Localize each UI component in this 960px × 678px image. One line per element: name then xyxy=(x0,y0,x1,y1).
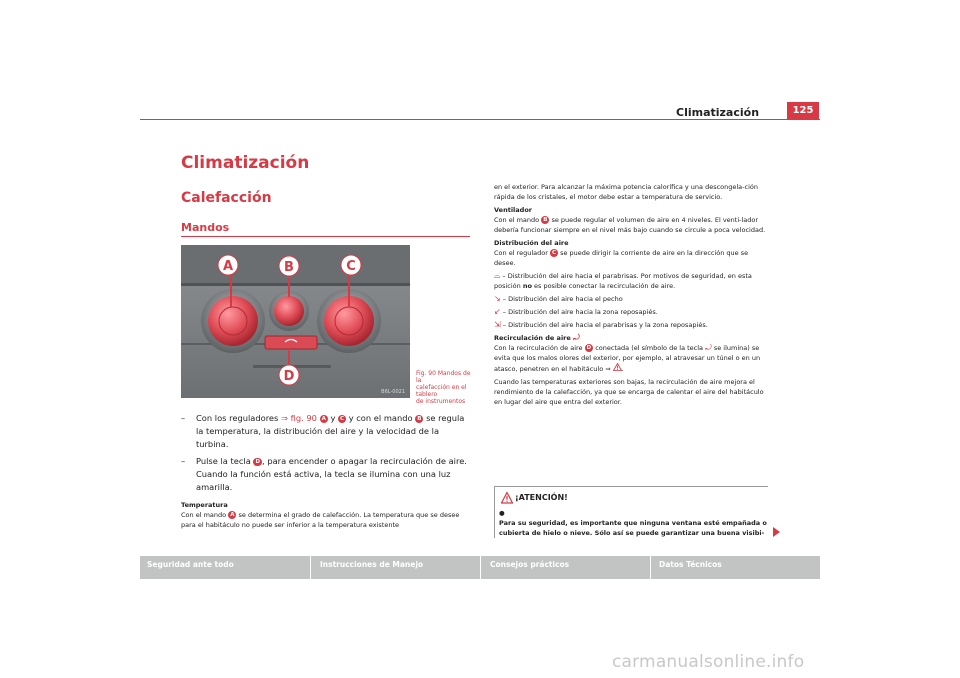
figure-caption xyxy=(416,370,476,405)
footer-separator xyxy=(650,556,651,579)
subsection-rule xyxy=(181,236,470,237)
caption-line: de instrumentos xyxy=(416,398,466,405)
footer-nav xyxy=(140,556,820,579)
mode-windscreen xyxy=(494,271,770,291)
text: Pulse la tecla xyxy=(196,456,254,466)
text: Para su seguridad, es importante que ninguna ventana esté empañada o cubierta de hielo o nieve. Sólo así se puede garantizar una buena visibi- xyxy=(499,519,767,537)
text-bold: no xyxy=(522,282,532,290)
recirculation-heading xyxy=(494,333,770,343)
text: y xyxy=(327,413,339,423)
text: conectada (el símbolo de la tecla xyxy=(593,344,706,352)
text: se regula la temperatura, la distribución del aire y la velocidad de la turbina. xyxy=(196,413,465,449)
instruction-item xyxy=(181,412,471,451)
chest-airflow-icon: ↘ xyxy=(494,294,501,303)
temperature-paragraph xyxy=(181,510,471,530)
recirculation-button xyxy=(265,336,317,349)
callout-a-label: A xyxy=(222,259,234,274)
callout-d-label: D xyxy=(283,369,295,384)
mode-footwell xyxy=(494,307,770,317)
footer-tab-datos[interactable]: Datos Técnicos xyxy=(659,560,722,569)
control-badge: B xyxy=(543,217,548,223)
knob-b xyxy=(274,296,304,326)
mode-windscreen-footwell xyxy=(494,320,770,330)
warning-triangle-icon xyxy=(613,363,622,371)
fan-paragraph xyxy=(494,215,770,235)
footer-separator xyxy=(480,556,481,579)
caption-line: Fig. 90 Mandos de la xyxy=(416,370,471,384)
continue-arrow-icon xyxy=(773,527,780,537)
control-badge: C xyxy=(340,415,345,422)
text: – Distribución del aire hacia la zona reposapiés. xyxy=(500,308,658,316)
footer-tab-instrucciones[interactable]: Instrucciones de Manejo xyxy=(320,560,424,569)
page-number: 125 xyxy=(787,102,819,120)
warning-title: ¡ATENCIÓN! xyxy=(515,493,568,502)
distribution-heading: Distribución del aire xyxy=(494,239,569,247)
text: Con el regulador xyxy=(494,249,550,257)
section-title: Calefacción xyxy=(181,190,272,206)
text: es posible conectar la recirculación de aire. xyxy=(531,282,676,290)
text: – Distribución del aire hacia el parabrisas. Por motivos de seguridad, en esta posición xyxy=(494,272,752,290)
callout-a xyxy=(218,255,238,275)
windscreen-footwell-icon: ⇲ xyxy=(494,320,501,329)
warning-box xyxy=(494,486,768,538)
control-badge: A xyxy=(321,415,326,422)
windscreen-icon: ⌓ xyxy=(494,271,501,280)
header-rule xyxy=(140,119,820,120)
warning-text xyxy=(499,508,767,538)
recirculation-icon: ⤾ xyxy=(705,343,712,352)
callout-b-label: B xyxy=(284,260,294,275)
text: se puede regular el volumen de aire en 4 niveles. El venti-lador debería funcionar siempre en el nivel más bajo cuando se circule a poca velocidad. xyxy=(494,216,766,234)
bullet-dash: – xyxy=(181,456,186,466)
text: y con el mando xyxy=(346,413,416,423)
knob-a xyxy=(208,296,258,346)
temperature-heading: Temperatura xyxy=(181,501,228,509)
callout-d xyxy=(279,365,299,385)
heating-panel-illustration xyxy=(181,245,410,398)
text: . xyxy=(621,365,624,373)
text: Con el mando xyxy=(181,511,229,519)
chapter-title: Climatización xyxy=(181,153,310,173)
text: Con el mando xyxy=(494,216,542,224)
text: se ilumina) se evita que los malos olores del exterior, por ejemplo, al atravesar un túnel o en un atasco, penetren en el habitáculo ⇒ xyxy=(494,344,761,373)
mode-chest xyxy=(494,294,770,304)
text: se puede dirigir la corriente de aire en la dirección que se desee. xyxy=(494,249,749,267)
text: – Distribución del aire hacia el parabrisas y la zona reposapiés. xyxy=(500,321,708,329)
bullet-icon: ● xyxy=(499,509,505,517)
footer-separator xyxy=(310,556,311,579)
footer-tab-consejos[interactable]: Consejos prácticos xyxy=(490,560,570,569)
text: Con los reguladores xyxy=(196,413,281,423)
text: , para encender o apagar la recirculación de aire. Cuando la función está activa, la tecla se ilumina con una luz amarilla. xyxy=(196,456,467,492)
callout-b xyxy=(279,256,299,276)
control-badge: A xyxy=(230,512,235,518)
recirculation-icon: ⤾ xyxy=(573,333,580,342)
footwell-airflow-icon: ↙ xyxy=(494,307,501,316)
text: – Distribución del aire hacia el pecho xyxy=(500,295,623,303)
recirculation-paragraph xyxy=(494,343,770,374)
paragraph: en el exterior. Para alcanzar la máxima potencia calorífica y una descongela-ción rápida de los cristales, el motor debe estar a temperatura de servicio. xyxy=(494,183,758,201)
text: Recirculación de aire xyxy=(494,334,571,342)
caption-line: calefacción en el tablero xyxy=(416,384,467,398)
fan-heading: Ventilador xyxy=(494,206,532,214)
control-badge: D xyxy=(586,345,592,351)
callout-c-label: C xyxy=(346,259,356,274)
heating-controls-figure xyxy=(181,245,410,398)
right-column xyxy=(494,182,770,410)
text: se determina el grado de calefacción. La temperatura que se desee para el habitáculo no puede ser inferior a la temperatura existente xyxy=(181,511,460,529)
left-column xyxy=(181,412,471,530)
running-header-title: Climatización xyxy=(676,106,760,119)
subsection-title: Mandos xyxy=(181,221,230,234)
text: Con la recirculación de aire xyxy=(494,344,585,352)
distribution-paragraph xyxy=(494,248,770,268)
control-badge: D xyxy=(255,458,261,465)
bullet-dash: – xyxy=(181,413,186,423)
instruction-item xyxy=(181,455,471,494)
callout-c xyxy=(341,255,361,275)
footer-tab-seguridad[interactable]: Seguridad ante todo xyxy=(147,560,234,569)
paragraph: Cuando las temperaturas exteriores son bajas, la recirculación de aire mejora el rendimiento de la calefacción, ya que se encarga de calentar el aire del habitáculo en lugar del aire que entra del exterior. xyxy=(494,378,764,406)
figure-code: B6L-0021 xyxy=(381,389,405,395)
figure-reference-link[interactable]: ⇒ fig. 90 xyxy=(281,413,317,423)
control-badge: B xyxy=(417,415,422,422)
watermark: carmanualsonline.info xyxy=(612,652,805,672)
control-badge: C xyxy=(551,250,557,256)
warning-icon xyxy=(501,492,513,504)
